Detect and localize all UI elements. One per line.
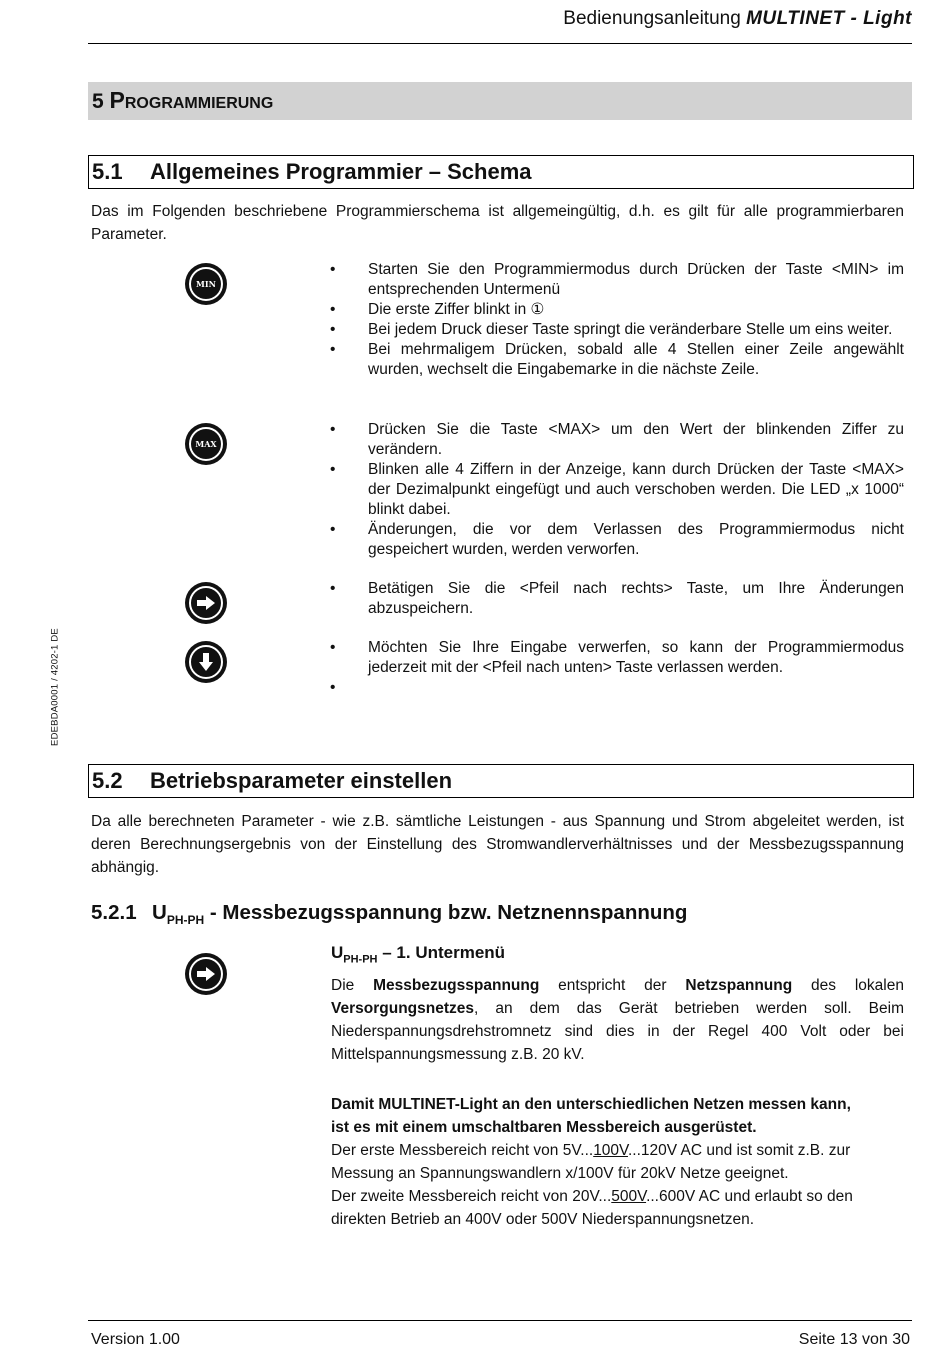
min-button-icon [185,263,227,305]
section-title: Allgemeines Programmier – Schema [150,159,532,184]
submenu-title: $U_{PH-PH} - 1$. Untermenü [331,943,506,966]
save-instructions-list [330,579,904,619]
max-label: MAX [195,439,217,449]
header-rule [88,43,912,44]
list-item: • Die erste Ziffer blinkt in ① [330,300,904,320]
max-button-icon [185,423,227,465]
section-number: 5.2 [92,768,123,793]
voltage-description: Die Messbezugsspannung entspricht der Netzspannung des lokalen Versorgungsnetzes, an dem das Gerät betrieben werden soll. Beim Niederspannungsdrehstromnetz sind dies in der Regel 400 Volt oder bei Mittelspannungsmessung z.B. 20 kV. [331,977,904,1063]
footer-page-number: Seite 13 von 30 [798,1331,910,1348]
range-2: Der zweite Messbereich reicht von 20V...500V...600V AC und erlaubt so den direkten Betrieb an 400V oder 500V Niederspannungsnetzen. [331,1188,853,1228]
min-instructions-list [330,260,904,380]
section-5-2-intro: Da alle berechneten Parameter - wie z.B. sämtliche Leistungen - aus Spannung und Strom abgeleitet werden, ist deren Berechnungsergebnis von der Einstellung des Stromwandlerverhältnisses und der Messbezugsspannung abhängig. [91,813,904,876]
footer-rule [88,1320,912,1321]
min-label: MIN [196,279,216,289]
section-5-1-intro: Das im Folgenden beschriebene Programmierschema ist allgemeingültig, d.h. es gilt für alle programmierbaren Parameter. [91,203,904,243]
list-item [330,678,904,698]
section-5-2-heading [88,764,914,798]
arrow-right-button-icon [185,582,227,624]
arrow-down-button-icon [185,641,227,683]
list-item: • Drücken Sie die Taste <MAX> um den Wert der blinkenden Ziffer zu verändern. [330,420,904,460]
subsection-number: 5.2.1 [91,901,137,924]
header-brand: MULTINET - Light [746,8,912,29]
document-code: EDEBDA0001 / 4202-1 DE [49,628,61,746]
subsection-5-2-1-heading: 5.2.1 $U_{PH-PH}$ - Messbezugsspannung bzw. Netznennspannung [91,901,688,928]
header-label: Bedienungsanleitung [563,8,741,29]
page-header [563,8,912,30]
range-1: Der erste Messbereich reicht von 5V...100V...120V AC und ist somit z.B. zur Messung an Spannungswandlern x/100V für 20kV Netze geeignet. [331,1142,851,1182]
list-item: • Starten Sie den Programmiermodus durch Drücken der Taste <MIN> im entsprechenden Untermenü [330,260,904,300]
discard-instructions-list [330,638,904,698]
section-title: Betriebsparameter einstellen [150,768,453,793]
list-item: • Möchten Sie Ihre Eingabe verwerfen, so kann der Programmiermodus jederzeit mit der <Pfeil nach unten> Taste verlassen werden. [330,638,904,678]
footer-version: Version 1.00 [91,1331,180,1348]
max-instructions-list [330,420,904,560]
chapter-heading [88,82,912,120]
chapter-number: 5 [92,90,104,113]
list-item: • Änderungen, die vor dem Verlassen des Programmiermodus nicht gespeichert wurden, werden verworfen. [330,520,904,560]
measurement-range-note [331,1093,904,1231]
list-item: • Betätigen Sie die <Pfeil nach rechts> Taste, um Ihre Änderungen abzuspeichern. [330,579,904,619]
list-item: • Bei mehrmaligem Drücken, sobald alle 4 Stellen einer Zeile angewählt wurden, wechselt die Eingabemarke in die nächste Zeile. [330,340,904,380]
section-number: 5.1 [92,159,123,184]
arrow-right-button-icon [185,953,227,995]
list-item: • Bei jedem Druck dieser Taste springt die veränderbare Stelle um eins weiter. [330,320,904,340]
range-intro: Damit MULTINET-Light an den unterschiedlichen Netzen messen kann, ist es mit einem umschaltbaren Messbereich ausgerüstet. [331,1096,851,1136]
section-5-1-heading [88,155,914,189]
list-item: • Blinken alle 4 Ziffern in der Anzeige, kann durch Drücken der Taste <MAX> der Dezimalpunkt eingefügt und auch verschoben werden. Die LED „x 1000“ blinkt dabei. [330,460,904,520]
chapter-title: Programmierung [109,87,274,113]
